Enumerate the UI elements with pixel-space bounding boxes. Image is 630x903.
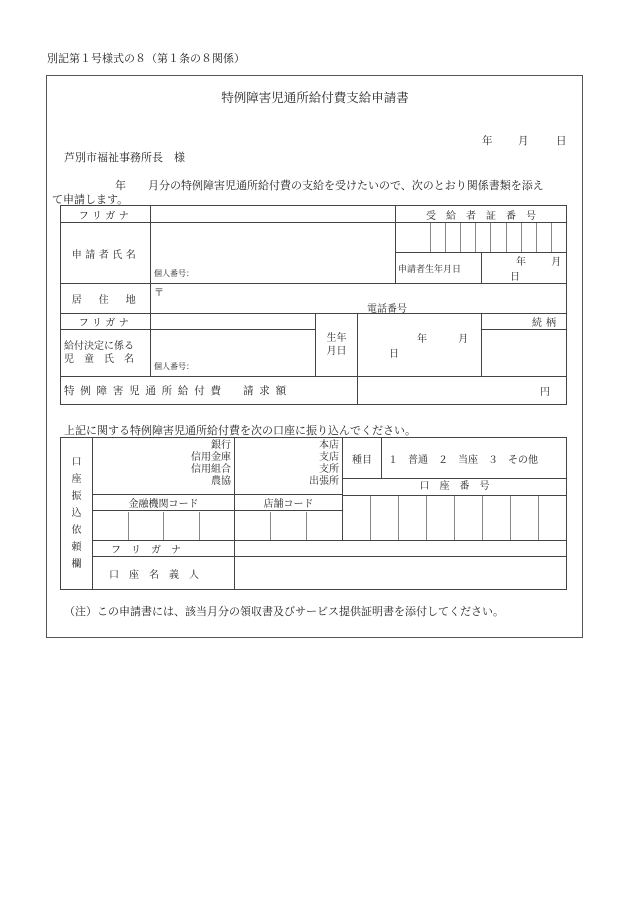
furigana-label: フリガナ <box>61 206 151 223</box>
branch-code-grid <box>235 512 342 540</box>
branch-field[interactable] <box>235 438 343 495</box>
furigana2-label: フリガナ <box>61 314 151 330</box>
digit-box <box>454 496 482 540</box>
relation-label: 続柄 <box>482 314 567 330</box>
side-char: 込 <box>71 508 82 519</box>
digit-box <box>475 223 490 252</box>
child-name-label <box>61 330 151 377</box>
dob-year: 年 <box>516 257 527 268</box>
bank-transfer-table <box>60 437 567 590</box>
branch-code-boxes[interactable] <box>235 511 343 541</box>
account-holder-label: 口 座 名 義 人 <box>93 557 235 590</box>
furigana-field[interactable] <box>151 206 396 223</box>
side-char: 依 <box>71 525 82 536</box>
digit-box <box>551 223 566 252</box>
relation-field[interactable] <box>482 330 567 377</box>
applicant-table <box>60 205 567 405</box>
child-dob-year: 年 <box>417 334 427 345</box>
digit-box <box>128 512 164 540</box>
digit-box <box>270 512 306 540</box>
dob-label-l2: 月日 <box>326 346 347 357</box>
yen-label: 円 <box>540 387 551 398</box>
digit-box <box>506 223 521 252</box>
side-char: 口 <box>71 457 82 468</box>
child-dob-label <box>316 314 358 377</box>
fin-code-label: 金融機関コード <box>93 495 235 511</box>
fin-type: 信用金庫 <box>191 452 231 463</box>
digit-box <box>490 223 505 252</box>
date-month: 月 <box>518 135 529 147</box>
date-day: 日 <box>556 135 567 147</box>
digit-box <box>163 512 199 540</box>
side-char: 欄 <box>71 559 82 570</box>
branch-type: 支店 <box>319 452 339 463</box>
digit-box <box>370 496 398 540</box>
addressee: 芦別市福祉事務所長 様 <box>64 151 185 164</box>
child-dob-month: 月 <box>458 334 469 345</box>
digit-box <box>510 496 538 540</box>
fin-type: 銀行 <box>211 440 231 451</box>
financial-institution-field[interactable] <box>93 438 235 495</box>
side-char: 振 <box>71 491 82 502</box>
digit-box <box>482 496 510 540</box>
account-info-cell <box>343 438 567 541</box>
cert-number-grid <box>416 223 566 252</box>
claim-amount-label: 特例障害児通所給付費 請求額 <box>61 377 358 405</box>
digit-box <box>536 223 551 252</box>
child-dob-day: 日 <box>389 349 399 360</box>
postal-mark: 〒 <box>154 288 164 299</box>
request-text-line2: て申請します。 <box>52 193 129 206</box>
phone-label: 電話番号 <box>367 304 407 315</box>
digit-box <box>235 512 270 540</box>
digit-box <box>538 496 566 540</box>
side-char: 座 <box>71 474 82 485</box>
digit-box <box>460 223 475 252</box>
branch-type: 出張所 <box>309 476 339 487</box>
account-number-grid <box>343 496 566 540</box>
child-name-label-l1: 給付決定に係る <box>64 340 134 352</box>
digit-box <box>306 512 342 540</box>
digit-box <box>521 223 536 252</box>
claim-amount-field[interactable] <box>358 377 567 405</box>
my-number-label: 個人番号： <box>154 269 194 278</box>
cert-number-label: 受 給 者 証 番 号 <box>396 206 567 223</box>
form-title: 特例障害児通所給付費支給申請書 <box>221 90 409 105</box>
kind-options[interactable]: １ 普通 ２ 当座 ３ その他 <box>388 454 538 466</box>
dob-label-l1: 生年 <box>326 333 347 344</box>
account-type-row <box>343 438 566 479</box>
applicant-name-label: 申請者氏名 <box>61 223 151 284</box>
branch-type: 支所 <box>319 464 339 475</box>
kind-label: 種目 <box>343 438 382 478</box>
fin-code-boxes[interactable] <box>93 511 235 541</box>
bank-furigana-field[interactable] <box>235 541 567 557</box>
fin-type: 農協 <box>211 476 231 487</box>
dob-day: 日 <box>510 272 521 283</box>
digit-box <box>93 512 128 540</box>
child-name-label-l2: 児 童 氏 名 <box>64 354 134 365</box>
child-furigana-field[interactable] <box>151 314 316 330</box>
account-transfer-side-label <box>61 438 93 590</box>
fin-code-grid <box>93 512 234 540</box>
applicant-name-field[interactable] <box>151 223 396 284</box>
cert-number-boxes[interactable] <box>396 223 567 253</box>
branch-code-label: 店舗コード <box>235 495 343 511</box>
child-dob-field[interactable] <box>358 314 482 377</box>
digit-box <box>398 496 426 540</box>
bank-furigana-label: フ リ ガ ナ <box>93 541 235 557</box>
date-year: 年 <box>482 135 493 147</box>
account-holder-field[interactable] <box>235 557 567 590</box>
fin-type: 信用組合 <box>191 464 231 475</box>
branch-type: 本店 <box>319 440 339 451</box>
digit-box <box>343 496 370 540</box>
digit-box <box>199 512 235 540</box>
note: （注）この申請書には、該当月分の領収書及びサービス提供証明書を添付してください。 <box>64 605 504 618</box>
account-number-boxes[interactable] <box>343 496 566 540</box>
applicant-dob-label: 申請者生年月日 <box>396 253 482 284</box>
dob-month: 月 <box>551 257 562 268</box>
child-name-field[interactable] <box>151 330 316 377</box>
residence-field[interactable] <box>151 284 567 314</box>
digit-box <box>445 223 460 252</box>
form-reference: 別記第１号様式の８（第１条の８関係） <box>47 52 245 65</box>
digit-box <box>430 223 445 252</box>
digit-box <box>416 223 430 252</box>
side-char: 頼 <box>71 542 82 553</box>
my-number2-label: 個人番号： <box>154 362 194 371</box>
digit-box <box>426 496 454 540</box>
transfer-intro: 上記に関する特例障害児通所給付費を次の口座に振り込んでください。 <box>64 424 416 437</box>
applicant-dob-field[interactable] <box>482 253 567 284</box>
residence-label: 居 住 地 <box>61 284 151 314</box>
account-number-label: 口 座 番 号 <box>343 479 566 496</box>
request-text-line1: 年 月分の特例障害児通所給付費の支給を受けたいので、次のとおり関係書類を添え <box>115 179 544 192</box>
